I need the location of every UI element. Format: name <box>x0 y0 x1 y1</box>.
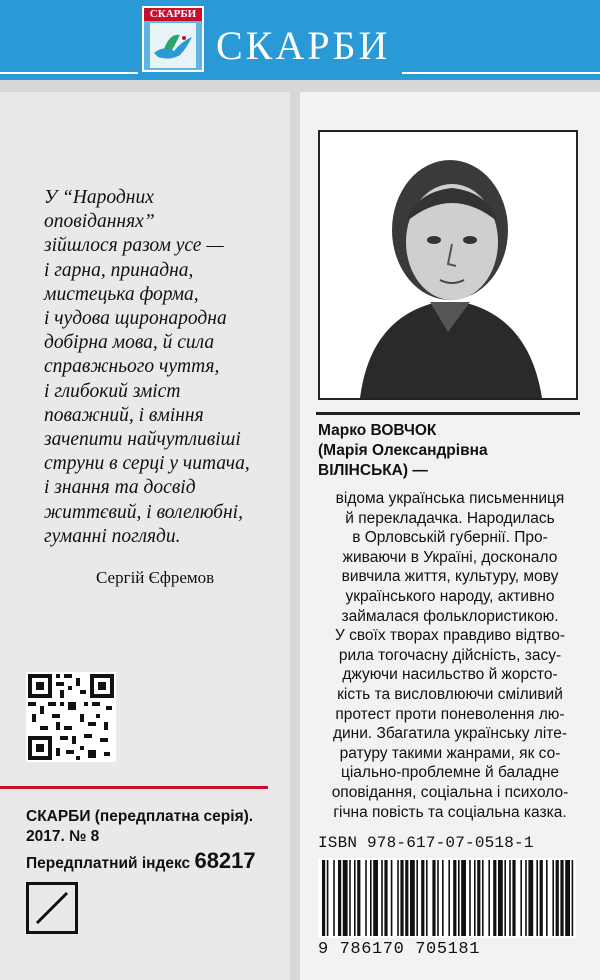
barcode-number: 9 786170 705181 <box>318 940 481 959</box>
barcode-bar <box>442 860 444 936</box>
bio-line: відома українська письменниця <box>335 490 565 507</box>
barcode-bar <box>565 860 570 936</box>
bio-line: займалася фольклористикою. <box>341 607 559 625</box>
series-logo <box>142 6 204 72</box>
barcode-bar <box>556 860 559 936</box>
barcode-bar <box>391 860 393 936</box>
author-name <box>318 421 488 481</box>
author-name-line: (Марія Олександрівна <box>318 442 488 459</box>
bio-line: вивчила життя, культуру, мову <box>341 568 559 586</box>
series-title: СКАРБИ <box>216 23 391 68</box>
bio-line: гічна повість та соціальна казка. <box>333 803 567 821</box>
barcode-bar <box>528 860 533 936</box>
barcode-bar <box>354 860 356 936</box>
issue-number: 2017. № 8 <box>26 828 100 845</box>
quote-line: гуманні погляди. <box>44 525 181 547</box>
barcode-bar <box>333 860 335 936</box>
barcode-bar <box>426 860 428 936</box>
subscription-index-line <box>26 848 256 874</box>
red-divider <box>0 786 268 789</box>
barcode-bar <box>461 860 466 936</box>
author-name-line: ВІЛІНСЬКА) — <box>318 462 428 479</box>
quote-line: і знання та досвід <box>44 477 196 499</box>
bio-line: й перекладачка. Народилась <box>345 509 555 527</box>
barcode-bar <box>536 860 538 936</box>
barcode-bar <box>458 860 460 936</box>
quote-author: Сергій Єфремов <box>96 568 215 587</box>
isbn-text: ISBN 978-617-07-0518-1 <box>318 834 534 852</box>
series-subscription: СКАРБИ (передплатна серія). <box>26 808 254 825</box>
barcode-bar <box>416 860 418 936</box>
quote-line: життєвий, і волелюбні, <box>44 501 243 523</box>
barcode-bar <box>498 860 503 936</box>
qr-code <box>26 672 116 762</box>
bio-line: У своїх творах правдиво відтво- <box>334 627 566 645</box>
author-biography <box>318 489 582 822</box>
quote-line: добірна мова, й сила <box>44 332 215 354</box>
bio-line: ціально-проблемне й баладне <box>340 764 560 782</box>
bio-line: джуючи насильство й жорсто- <box>342 666 558 684</box>
quote-line: зачепити найчутливіші <box>44 429 241 451</box>
barcode-bar <box>322 860 325 936</box>
barcode-bar <box>520 860 522 936</box>
quote-line: мистецька форма, <box>44 283 199 305</box>
barcode-bar <box>400 860 403 936</box>
barcode-bar <box>421 860 424 936</box>
barcode-bar <box>525 860 527 936</box>
barcode-bar <box>488 860 490 936</box>
subscription-index-label: Передплатний індекс <box>26 855 191 872</box>
header-band <box>0 0 600 80</box>
bio-line: українського народу, активно <box>345 587 555 605</box>
author-name-line: Марко ВОВЧОК <box>318 422 437 439</box>
barcode-bar <box>327 860 329 936</box>
barcode-bar <box>349 860 351 936</box>
barcode-bar <box>477 860 480 936</box>
quote-line: і глибокий зміст <box>44 380 181 402</box>
bio-line: оповідання, соціальна і психоло- <box>331 783 569 801</box>
subscription-index: 68217 <box>194 848 256 873</box>
barcode-bar <box>474 860 476 936</box>
barcode-bar <box>453 860 456 936</box>
barcode-bar <box>448 860 450 936</box>
bio-line: в Орловській губернії. Про- <box>352 529 548 547</box>
logo-label: СКАРБИ <box>144 8 202 21</box>
barcode-bar <box>370 860 372 936</box>
bio-line: живаючи в Україні, досконало <box>342 548 558 566</box>
barcode-bar <box>365 860 367 936</box>
barcode-bar <box>381 860 383 936</box>
epigraph-quote <box>44 186 284 549</box>
barcode-bar <box>482 860 484 936</box>
barcode-bar <box>493 860 496 936</box>
barcode <box>318 858 576 938</box>
header-line-right <box>402 72 600 74</box>
barcode-bar <box>410 860 415 936</box>
barcode-bar <box>560 860 563 936</box>
barcode-bar <box>546 860 548 936</box>
bio-line: протест проти поневолення лю- <box>335 705 565 723</box>
barcode-bar <box>343 860 348 936</box>
barcode-bar <box>357 860 360 936</box>
quote-line: зійшлося разом усе — <box>44 235 224 257</box>
quote-line: струни в серці у читача, <box>44 453 250 475</box>
author-portrait <box>318 130 578 400</box>
corner-mark-icon <box>26 882 78 934</box>
quote-line: У “Народних <box>44 187 154 208</box>
barcode-bar <box>509 860 511 936</box>
barcode-bar <box>373 860 378 936</box>
barcode-bar <box>552 860 554 936</box>
barcode-bar <box>540 860 543 936</box>
barcode-bar <box>432 860 435 936</box>
header-line-left <box>0 72 138 74</box>
barcode-bar <box>512 860 515 936</box>
bio-line: дини. Збагатила українську літе- <box>332 725 568 743</box>
barcode-bar <box>437 860 439 936</box>
bio-divider <box>316 412 580 415</box>
quote-line: справжнього чуття, <box>44 356 220 378</box>
bio-line: рила тогочасну дійсність, засу- <box>338 646 562 664</box>
bio-line: кість та висловлюючи сміливий <box>337 685 563 703</box>
barcode-bar <box>572 860 574 936</box>
barcode-bar <box>504 860 506 936</box>
quote-line: і чудова щиронародна <box>44 308 227 330</box>
barcode-bar <box>338 860 341 936</box>
quote-line: оповіданнях” <box>44 211 155 233</box>
barcode-bar <box>405 860 408 936</box>
barcode-bar <box>384 860 387 936</box>
bird-icon <box>150 23 196 68</box>
quote-line: поважний, і вміння <box>44 404 204 426</box>
bio-line: ратуру такими жанрами, як со- <box>339 744 561 762</box>
quote-line: і гарна, принадна, <box>44 259 194 281</box>
barcode-bar <box>397 860 399 936</box>
barcode-bar <box>469 860 471 936</box>
